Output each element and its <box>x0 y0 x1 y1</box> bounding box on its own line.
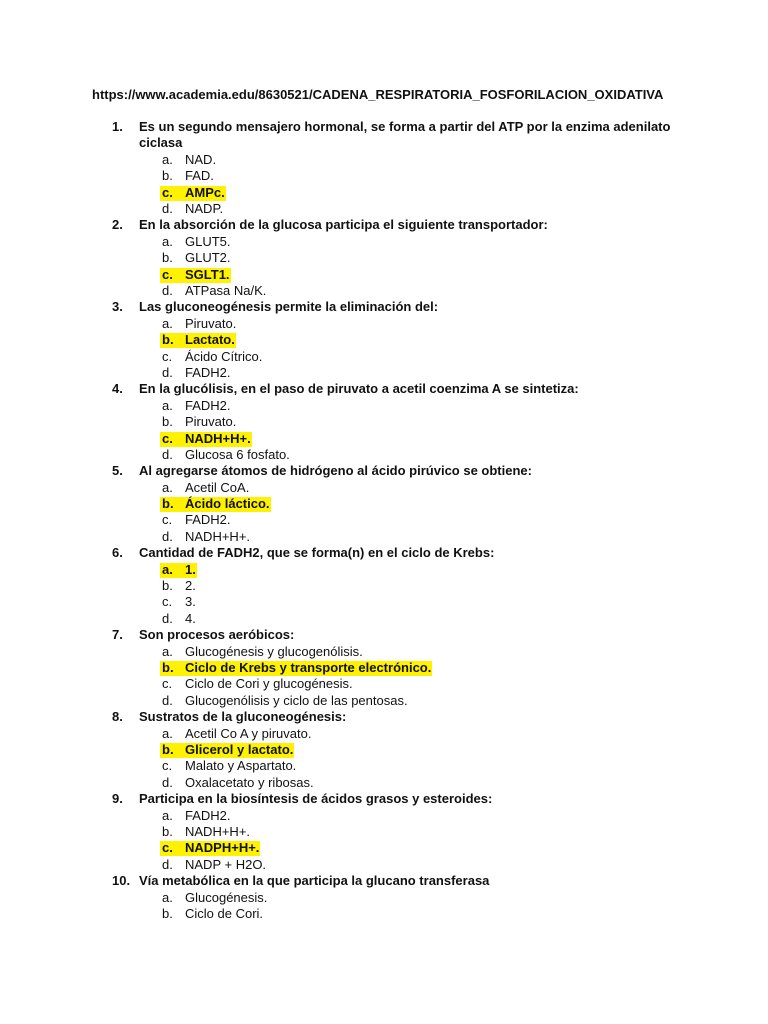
question-item <box>0 299 768 381</box>
question-number: 8. <box>112 709 123 725</box>
option-letter: d. <box>162 200 173 216</box>
option-text: NADP + H2O. <box>185 856 267 872</box>
option-letter: a. <box>162 643 173 659</box>
question-text: Cantidad de FADH2, que se forma(n) en el ciclo de Krebs: <box>139 545 495 561</box>
option-text: Ciclo de Cori. <box>185 905 264 921</box>
answer-option <box>0 152 768 168</box>
answer-option <box>0 693 768 709</box>
answer-option <box>0 349 768 365</box>
option-letter: c. <box>162 184 173 200</box>
option-letter: d. <box>162 692 173 708</box>
option-text: FADH2. <box>185 364 231 380</box>
question-text: Son procesos aeróbicos: <box>139 627 295 643</box>
question-item <box>0 709 768 791</box>
question-text: Vía metabólica en la que participa la glucano transferasa <box>139 873 490 889</box>
option-text: FADH2. <box>185 397 231 413</box>
answer-option <box>0 594 768 610</box>
question-number: 10. <box>112 873 131 889</box>
option-letter: d. <box>162 282 173 298</box>
answer-option-correct <box>0 562 768 578</box>
question-item <box>0 217 768 299</box>
question-header <box>0 463 768 479</box>
option-letter: d. <box>162 774 173 790</box>
question-header <box>0 217 768 233</box>
question-text: Es un segundo mensajero hormonal, se forma a partir del ATP por la enzima adenilato ciclasa <box>139 119 671 151</box>
question-list <box>0 119 768 922</box>
option-letter: d. <box>162 364 173 380</box>
answer-option <box>0 758 768 774</box>
option-text: Acetil CoA. <box>185 479 250 495</box>
option-letter: a. <box>162 315 173 331</box>
option-text: 3. <box>185 594 196 610</box>
answer-option <box>0 676 768 692</box>
option-text: 4. <box>185 610 196 626</box>
question-header <box>0 791 768 807</box>
option-text: Glicerol y lactato. <box>185 741 294 757</box>
question-header <box>0 299 768 315</box>
question-text: En la glucólisis, en el paso de piruvato a acetil coenzima A se sintetiza: <box>139 381 579 397</box>
question-text: Al agregarse átomos de hidrógeno al ácido pirúvico se obtiene: <box>139 463 532 479</box>
option-text: GLUT5. <box>185 233 231 249</box>
option-text: Ciclo de Krebs y transporte electrónico. <box>185 660 432 676</box>
option-letter: b. <box>162 250 173 266</box>
option-text: FAD. <box>185 168 214 184</box>
question-number: 3. <box>112 299 123 315</box>
option-letter: d. <box>162 856 173 872</box>
question-item <box>0 791 768 873</box>
question-text: En la absorción de la glucosa participa el siguiente transportador: <box>139 217 548 233</box>
answer-option <box>0 201 768 217</box>
answer-option <box>0 824 768 840</box>
option-text: Ácido Cítrico. <box>185 348 263 364</box>
option-letter: a. <box>162 151 173 167</box>
answer-option <box>0 234 768 250</box>
option-text: Malato y Aspartato. <box>185 758 297 774</box>
option-letter: a. <box>162 725 173 741</box>
option-letter: b. <box>162 414 173 430</box>
answer-option <box>0 398 768 414</box>
answer-option <box>0 283 768 299</box>
option-letter: d. <box>162 528 173 544</box>
question-number: 5. <box>112 463 123 479</box>
question-number: 2. <box>112 217 123 233</box>
answer-option-correct <box>0 332 768 348</box>
option-text: NADH+H+. <box>185 430 251 446</box>
option-letter: c. <box>162 594 173 610</box>
answer-option <box>0 512 768 528</box>
option-letter: b. <box>162 905 173 921</box>
option-letter: c. <box>162 676 173 692</box>
answer-option <box>0 414 768 430</box>
answer-option <box>0 480 768 496</box>
option-letter: c. <box>162 348 173 364</box>
option-letter: a. <box>162 807 173 823</box>
question-number: 1. <box>112 119 123 134</box>
answer-option-correct <box>0 496 768 512</box>
option-text: Ciclo de Cori y glucogénesis. <box>185 676 353 692</box>
option-letter: b. <box>162 168 173 184</box>
question-header <box>0 709 768 725</box>
question-header <box>0 627 768 643</box>
question-number: 9. <box>112 791 123 807</box>
question-header <box>0 381 768 397</box>
answer-option-correct <box>0 742 768 758</box>
option-text: Ácido láctico. <box>185 496 270 512</box>
source-url: https://www.academia.edu/8630521/CADENA_RESPIRATORIA_FOSFORILACION_OXIDATIVA <box>92 87 664 102</box>
option-letter: b. <box>162 823 173 839</box>
option-text: Piruvato. <box>185 414 237 430</box>
question-number: 4. <box>112 381 123 397</box>
question-item <box>0 381 768 463</box>
option-letter: b. <box>162 578 173 594</box>
option-text: NADH+H+. <box>185 528 251 544</box>
answer-option <box>0 168 768 184</box>
option-text: Piruvato. <box>185 315 237 331</box>
answer-option <box>0 906 768 922</box>
question-text: Las gluconeogénesis permite la eliminación del: <box>139 299 439 315</box>
option-letter: a. <box>162 889 173 905</box>
question-item <box>0 627 768 709</box>
answer-option <box>0 611 768 627</box>
answer-option <box>0 447 768 463</box>
answer-option-correct <box>0 431 768 447</box>
option-letter: b. <box>162 741 174 757</box>
option-text: Glucosa 6 fosfato. <box>185 446 290 462</box>
option-text: Lactato. <box>185 332 235 348</box>
option-letter: b. <box>162 496 174 512</box>
answer-option <box>0 644 768 660</box>
answer-option <box>0 857 768 873</box>
option-letter: a. <box>162 233 173 249</box>
answer-option <box>0 316 768 332</box>
question-text: Participa en la biosíntesis de ácidos grasos y esteroides: <box>139 791 493 807</box>
answer-option <box>0 775 768 791</box>
option-letter: c. <box>162 430 173 446</box>
answer-option <box>0 250 768 266</box>
option-letter: c. <box>162 512 173 528</box>
option-text: SGLT1. <box>185 266 230 282</box>
option-text: NADP. <box>185 200 224 216</box>
option-letter: c. <box>162 758 173 774</box>
question-header <box>0 873 768 889</box>
answer-option-correct <box>0 840 768 856</box>
option-text: 2. <box>185 578 196 594</box>
option-text: Glucogenólisis y ciclo de las pentosas. <box>185 692 408 708</box>
option-text: Acetil Co A y piruvato. <box>185 725 312 741</box>
option-text: NAD. <box>185 151 217 167</box>
option-letter: d. <box>162 610 173 626</box>
option-letter: d. <box>162 446 173 462</box>
answer-option <box>0 726 768 742</box>
option-text: Glucogénesis. <box>185 889 268 905</box>
question-item <box>0 119 768 217</box>
option-text: AMPc. <box>185 184 225 200</box>
question-item <box>0 545 768 627</box>
question-number: 6. <box>112 545 123 561</box>
option-text: FADH2. <box>185 512 231 528</box>
option-letter: b. <box>162 660 174 676</box>
option-text: NADPH+H+. <box>185 840 260 856</box>
option-letter: a. <box>162 397 173 413</box>
answer-option-correct <box>0 185 768 201</box>
option-letter: b. <box>162 332 174 348</box>
option-letter: c. <box>162 266 173 282</box>
question-text: Sustratos de la gluconeogénesis: <box>139 709 347 725</box>
option-text: FADH2. <box>185 807 231 823</box>
answer-option <box>0 808 768 824</box>
answer-option <box>0 890 768 906</box>
answer-option-correct <box>0 660 768 676</box>
question-item <box>0 873 768 922</box>
option-text: NADH+H+. <box>185 823 251 839</box>
option-text: GLUT2. <box>185 250 231 266</box>
option-text: Glucogénesis y glucogenólisis. <box>185 643 363 659</box>
question-header <box>0 545 768 561</box>
answer-option <box>0 529 768 545</box>
option-text: 1. <box>185 561 196 577</box>
option-letter: a. <box>162 479 173 495</box>
answer-option-correct <box>0 267 768 283</box>
answer-option <box>0 578 768 594</box>
answer-option <box>0 365 768 381</box>
option-text: Oxalacetato y ribosas. <box>185 774 314 790</box>
question-item <box>0 463 768 545</box>
option-letter: c. <box>162 840 173 856</box>
option-text: ATPasa Na/K. <box>185 282 267 298</box>
option-letter: a. <box>162 561 173 577</box>
question-header <box>0 119 768 152</box>
question-number: 7. <box>112 627 123 643</box>
